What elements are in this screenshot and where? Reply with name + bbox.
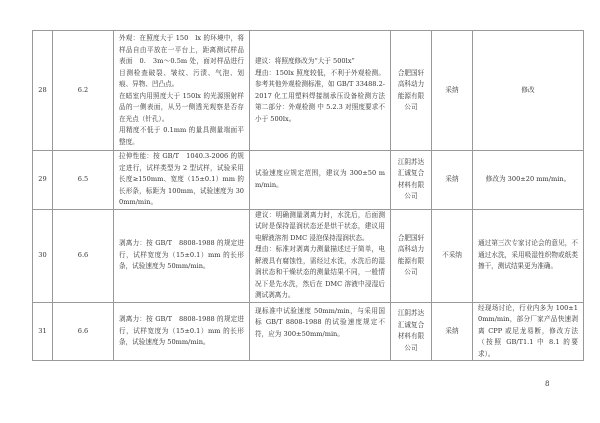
decision: 不采纳 [432,209,473,302]
submitting-unit: 江阴苏达汇诚复合材料有限公司 [391,302,432,361]
original-text [114,302,250,361]
submitting-unit: 江阴苏达汇诚复合材料有限公司 [391,151,432,210]
paragraph: 现标准中试验速度 50mm/min，与采用国标 GB/T 8808-1988 的试验速度规定不符，应为 300±50mm/min。 [255,306,385,338]
decision: 采纳 [432,151,473,210]
suggestion [250,31,391,151]
paragraph: 理由：150lx 照度较低，不利于外观检测。参考其他外观检测标准，如 GB/T 33488.2-2017 化工用塑料焊接制承压设备检测方法 第二部分：外观检测 中 5.2.3 对照度要求不小于 500lx。 [255,68,392,123]
original-text [114,209,250,302]
handling-note: 修改为 300±20 mm/min。 [473,151,584,210]
submitting-unit: 合肥国轩高科动力能源有限公司 [391,31,432,151]
clause-number: 6.6 [53,302,114,361]
original-text [114,31,250,151]
handling-note: 修改 [473,31,584,151]
paragraph: 建议：明确测量剥离力时，水洗后，后面测试时是保持湿润状态还是烘干状态，建议用电解液溶剂 DMC 浸泡保持湿润状态。 [255,210,385,242]
row-number: 30 [33,209,53,302]
suggestion [250,151,391,210]
suggestion [250,209,391,302]
table-row [33,302,584,361]
paragraph: 在暗室内用照度大于 150lx 的光源照射样品的一侧表面，从另一侧透光观察是否存在光点（针孔）。 [119,91,244,123]
comments-table [32,30,584,361]
table-row [33,209,584,302]
table-row [33,151,584,210]
submitting-unit: 合肥国轩高科动力能源有限公司 [391,209,432,302]
clause-number: 6.6 [53,209,114,302]
paragraph: 剥离力：按 GB/T 8808-1988 的规定进行，试样宽度为（15±0.1）mm 的长形条，试验速度为 50mm/min。 [119,239,244,271]
suggestion [250,302,391,361]
decision: 采纳 [432,31,473,151]
original-text [114,151,250,210]
clause-number: 6.2 [53,31,114,151]
handling-note: 通过第三次专家讨论会的意见，不通过水洗，采用吸湿性织物或纸类擦干，测试结果更为准确。 [473,209,584,302]
page-number: 8 [545,380,550,388]
row-number: 31 [33,302,53,361]
row-number: 29 [33,151,53,210]
paragraph: 理由：标准对剥离力测量描述过于简单，电解液具有腐蚀性，需经过水洗，水洗后的湿润状态和干燥状态的测量结果不同，一般情况下是先水洗，然后在 DMC 溶液中浸湿后测试剥离力。 [255,245,385,299]
table-row [33,31,584,151]
paragraph: 剥离力：按 GB/T 8808-1988 的规定进行，试样宽度为（15±0.1）mm 的长形条，试验速度为 50mm/min。 [119,315,244,346]
decision: 采纳 [432,302,473,361]
paragraph: 建议：将照度修改为“大于 500lx” [255,57,355,65]
paragraph: 外观：在照度大于 150 lx 的环境中，将样品自由平放在一平台上，距离测试样品表面 0. 3m～0.5m 处，面对样品进行目测检查破裂、皱纹、污渍、气泡、划痕、异物、凹凸点。 [119,34,244,88]
handling-note: 经现场讨论，行业内多为 100±10mm/min，部分厂家产品快速剥离 CPP 或尼龙易断，修改方法（按照 GB/T1.1 中 8.1 的要求）。 [473,302,584,361]
paragraph: 拉伸性能：按 GB/T 1040.3-2006 的规定进行，试样类型为 2 型试样，试验采用长度≥150mm、宽度（15±0.1）mm 的长形条，标距为 100mm，试验速度为 300mm/min。 [119,152,244,206]
clause-number: 6.5 [53,151,114,210]
paragraph: 试验速度应规定范围，建议为 300±50 mm/min。 [255,169,385,189]
paragraph: 用精度不低于 0.1mm 的量具测量端面平整度。 [119,126,244,146]
row-number: 28 [33,31,53,151]
